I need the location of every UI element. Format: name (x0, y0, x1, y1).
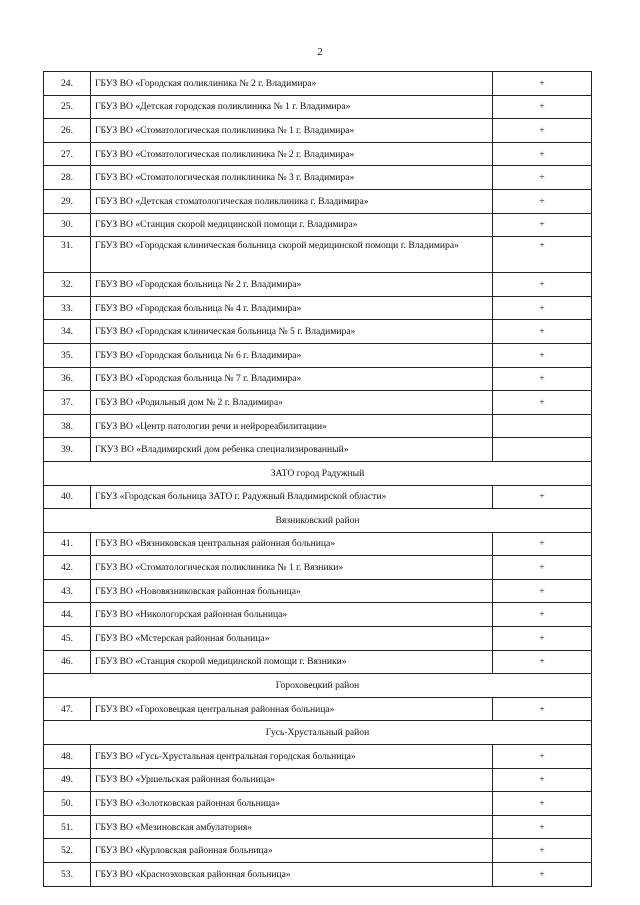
table-row (44, 579, 592, 603)
institution-name: ГБУЗ ВО «Нововязниковская районная больница» (91, 579, 493, 603)
participation-mark: + (493, 142, 592, 166)
table-row (44, 438, 592, 462)
table-row (44, 213, 592, 237)
table-row (44, 142, 592, 166)
table-row (44, 768, 592, 792)
institution-name: ГБУЗ ВО «Станция скорой медицинской помощи г. Владимира» (91, 213, 493, 237)
institution-name: ГБУЗ ВО «Стоматологическая поликлиника № 3 г. Владимира» (91, 166, 493, 190)
table-row (44, 296, 592, 320)
table-row (44, 603, 592, 627)
row-number: 35. (44, 343, 91, 367)
participation-mark: + (493, 119, 592, 143)
participation-mark: + (493, 237, 592, 273)
institution-name: ГБУЗ ВО «Родильный дом № 2 г. Владимира» (91, 391, 493, 415)
participation-mark: + (493, 189, 592, 213)
table-row (44, 863, 592, 887)
row-number: 52. (44, 839, 91, 863)
institution-name: ГБУЗ ВО «Городская больница № 7 г. Владимира» (91, 367, 493, 391)
table-body (44, 72, 592, 887)
table-row (44, 237, 592, 273)
participation-mark: + (493, 792, 592, 816)
table-row (44, 556, 592, 580)
section-row (44, 674, 592, 698)
institution-name: ГБУЗ ВО «Мстерская районная больница» (91, 627, 493, 651)
table-row (44, 119, 592, 143)
institution-name: ГБУЗ ВО «Городская больница № 4 г. Владимира» (91, 296, 493, 320)
institution-name: ГБУЗ ВО «Курловская районная больница» (91, 839, 493, 863)
participation-mark: + (493, 166, 592, 190)
row-number: 25. (44, 95, 91, 119)
table-row (44, 72, 592, 96)
participation-mark: + (493, 532, 592, 556)
participation-mark: + (493, 579, 592, 603)
institution-name: ГБУЗ ВО «Стоматологическая поликлиника № 2 г. Владимира» (91, 142, 493, 166)
institution-name: ГБУЗ ВО «Красноэховская районная больница» (91, 863, 493, 887)
participation-mark: + (493, 863, 592, 887)
institution-name: ГБУЗ ВО «Гороховецкая центральная районная больница» (91, 697, 493, 721)
section-row (44, 461, 592, 485)
institution-name: ГБУЗ ВО «Уршельская районная больница» (91, 768, 493, 792)
row-number: 31. (44, 237, 91, 273)
row-number: 29. (44, 189, 91, 213)
row-number: 50. (44, 792, 91, 816)
section-row (44, 509, 592, 533)
institution-name: ГБУЗ ВО «Городская больница № 2 г. Владимира» (91, 273, 493, 297)
table-row (44, 627, 592, 651)
row-number: 43. (44, 579, 91, 603)
section-title: Гусь-Хрустальный район (44, 721, 592, 745)
participation-mark: + (493, 95, 592, 119)
participation-mark: + (493, 556, 592, 580)
participation-mark: + (493, 320, 592, 344)
institution-name: ГБУЗ ВО «Станция скорой медицинской помощи г. Вязники» (91, 650, 493, 674)
participation-mark: + (493, 839, 592, 863)
institutions-table (43, 71, 592, 887)
table-row (44, 414, 592, 438)
row-number: 40. (44, 485, 91, 509)
row-number: 46. (44, 650, 91, 674)
institution-name: ГБУЗ ВО «Центр патологии речи и нейрореабилитации» (91, 414, 493, 438)
institution-name: ГКУЗ ВО «Владимирский дом ребенка специализированный» (91, 438, 493, 462)
row-number: 48. (44, 745, 91, 769)
page-number: 2 (317, 46, 323, 58)
institution-name: ГБУЗ ВО «Городская клиническая больница скорой медицинской помощи г. Владимира» (91, 237, 493, 273)
row-number: 36. (44, 367, 91, 391)
participation-mark (493, 414, 592, 438)
institution-name: ГБУЗ ВО «Городская клиническая больница № 5 г. Владимира» (91, 320, 493, 344)
participation-mark: + (493, 391, 592, 415)
participation-mark: + (493, 296, 592, 320)
row-number: 42. (44, 556, 91, 580)
participation-mark: + (493, 650, 592, 674)
row-number: 49. (44, 768, 91, 792)
institution-name: ГБУЗ «Городская больница ЗАТО г. Радужный Владимирской области» (91, 485, 493, 509)
table-row (44, 532, 592, 556)
section-title: Вязниковский район (44, 509, 592, 533)
participation-mark: + (493, 697, 592, 721)
participation-mark: + (493, 213, 592, 237)
participation-mark: + (493, 485, 592, 509)
participation-mark (493, 438, 592, 462)
participation-mark: + (493, 273, 592, 297)
institution-name: ГБУЗ ВО «Городская поликлиника № 2 г. Владимира» (91, 72, 493, 96)
table-row (44, 189, 592, 213)
institution-name: ГБУЗ ВО «Золотковская районная больница» (91, 792, 493, 816)
table-row (44, 367, 592, 391)
section-title: Гороховецкий район (44, 674, 592, 698)
table-row (44, 391, 592, 415)
participation-mark: + (493, 768, 592, 792)
row-number: 30. (44, 213, 91, 237)
participation-mark: + (493, 367, 592, 391)
section-title: ЗАТО город Радужный (44, 461, 592, 485)
table-row (44, 792, 592, 816)
participation-mark: + (493, 603, 592, 627)
participation-mark: + (493, 343, 592, 367)
table-row (44, 815, 592, 839)
row-number: 27. (44, 142, 91, 166)
institution-name: ГБУЗ ВО «Мезиновская амбулатория» (91, 815, 493, 839)
participation-mark: + (493, 815, 592, 839)
table-row (44, 273, 592, 297)
table-row (44, 745, 592, 769)
table-row (44, 343, 592, 367)
row-number: 51. (44, 815, 91, 839)
table-row (44, 650, 592, 674)
institution-name: ГБУЗ ВО «Детская стоматологическая поликлиника г. Владимира» (91, 189, 493, 213)
table-row (44, 320, 592, 344)
row-number: 44. (44, 603, 91, 627)
row-number: 28. (44, 166, 91, 190)
row-number: 47. (44, 697, 91, 721)
row-number: 24. (44, 72, 91, 96)
row-number: 38. (44, 414, 91, 438)
table-row (44, 485, 592, 509)
row-number: 37. (44, 391, 91, 415)
row-number: 53. (44, 863, 91, 887)
institution-name: ГБУЗ ВО «Вязниковская центральная районная больница» (91, 532, 493, 556)
row-number: 34. (44, 320, 91, 344)
table-row (44, 839, 592, 863)
table-row (44, 697, 592, 721)
institution-name: ГБУЗ ВО «Гусь-Хрустальная центральная городская больница» (91, 745, 493, 769)
row-number: 33. (44, 296, 91, 320)
row-number: 26. (44, 119, 91, 143)
row-number: 45. (44, 627, 91, 651)
institution-name: ГБУЗ ВО «Стоматологическая поликлиника № 1 г. Владимира» (91, 119, 493, 143)
participation-mark: + (493, 627, 592, 651)
institution-name: ГБУЗ ВО «Детская городская поликлиника № 1 г. Владимира» (91, 95, 493, 119)
row-number: 32. (44, 273, 91, 297)
row-number: 39. (44, 438, 91, 462)
institution-name: ГБУЗ ВО «Стоматологическая поликлиника № 1 г. Вязники» (91, 556, 493, 580)
table-row (44, 166, 592, 190)
institution-name: ГБУЗ ВО «Никологорская районная больница» (91, 603, 493, 627)
participation-mark: + (493, 72, 592, 96)
row-number: 41. (44, 532, 91, 556)
section-row (44, 721, 592, 745)
table-row (44, 95, 592, 119)
institution-name: ГБУЗ ВО «Городская больница № 6 г. Владимира» (91, 343, 493, 367)
participation-mark: + (493, 745, 592, 769)
